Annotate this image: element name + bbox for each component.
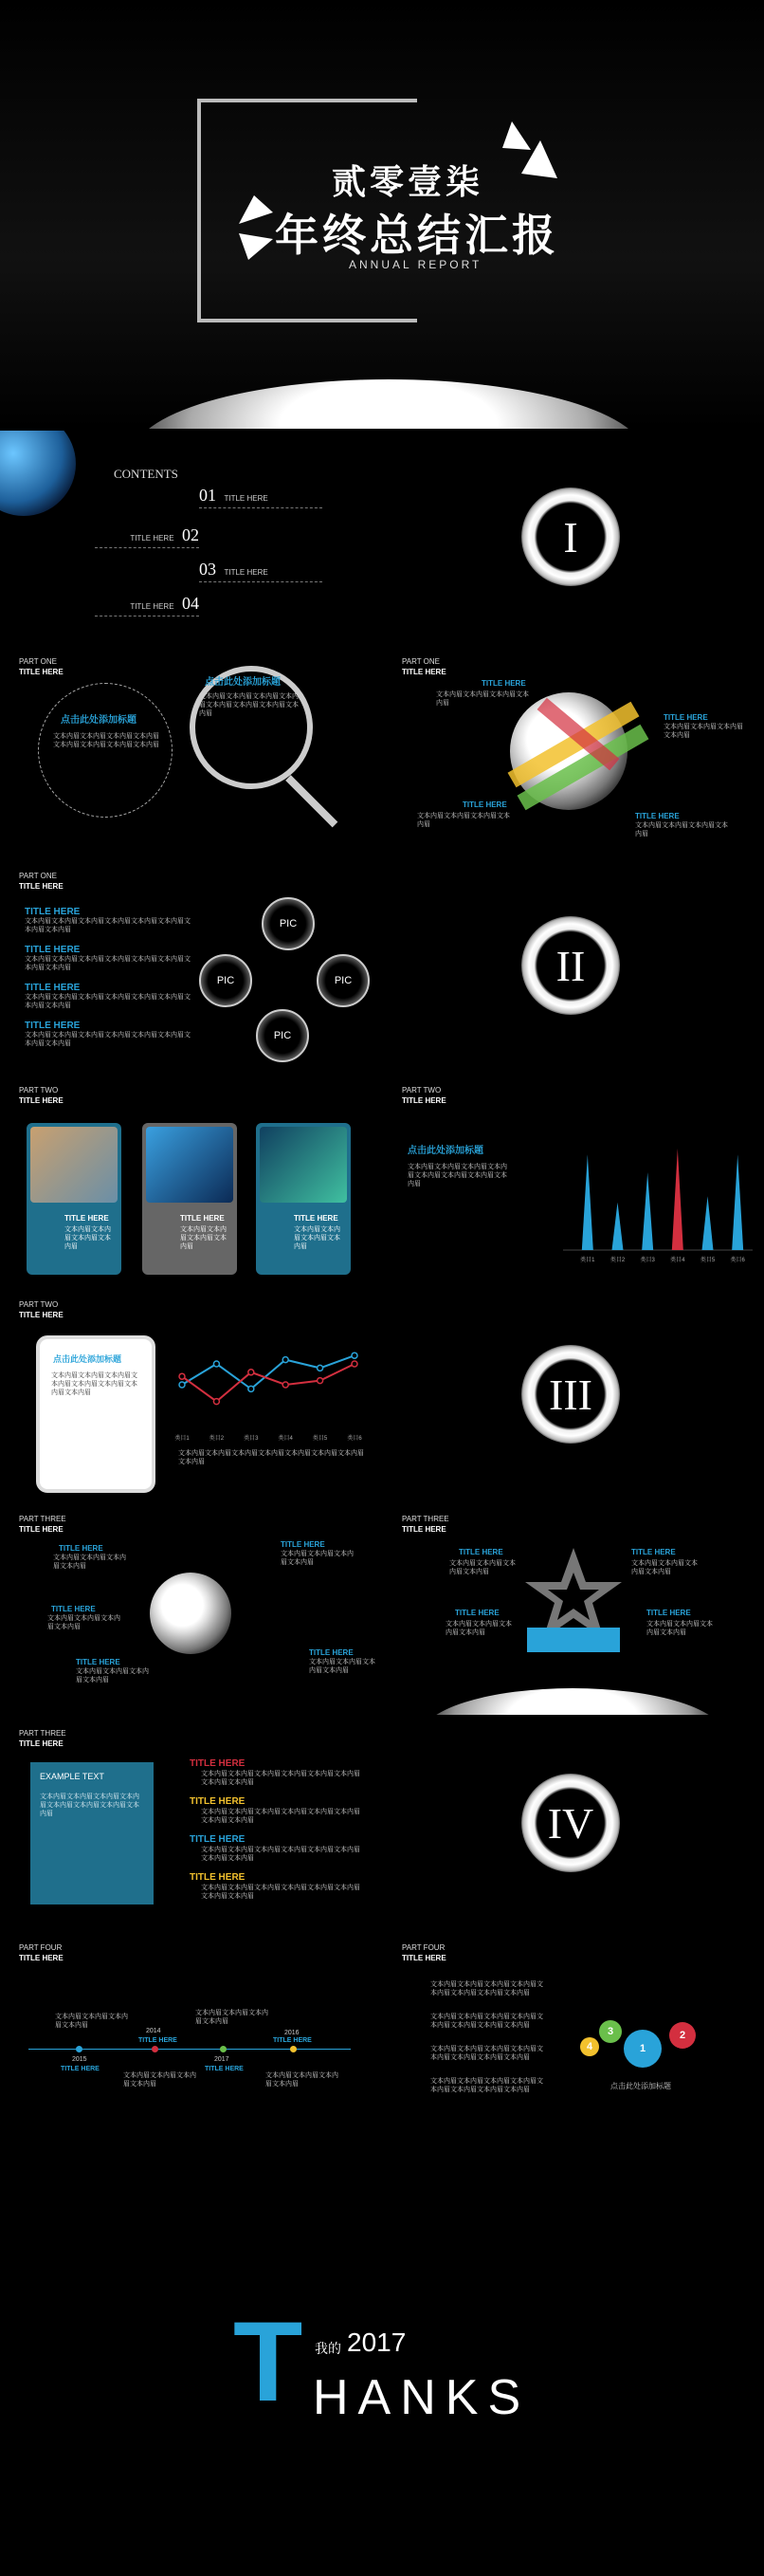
moon-horizon	[133, 379, 645, 429]
contents-item[interactable]	[95, 525, 199, 548]
point-title: TITLE HERE	[51, 1605, 96, 1613]
list-item	[25, 1021, 195, 1048]
magnifier-handle	[285, 775, 337, 827]
magnifier-title: 点击此处添加标题	[205, 677, 281, 688]
thanks-big-letter: T	[233, 2298, 303, 2425]
timeline-title: TITLE HERE	[273, 2037, 312, 2044]
section-iii-slide	[383, 1288, 764, 1500]
contents-item[interactable]	[199, 486, 322, 508]
roman-numeral-iv: IV	[521, 1774, 620, 1872]
part-tag: PART ONE TITLE HERE	[19, 657, 64, 676]
thanks-year: 2017	[347, 2328, 407, 2357]
part-two-bar-slide	[383, 1074, 764, 1286]
part-three-example-slide	[0, 1717, 381, 1929]
timeline-year: 2015	[72, 2056, 87, 2063]
list-item	[25, 907, 195, 934]
data-point	[282, 1382, 288, 1388]
timeline-dot	[76, 2046, 82, 2052]
pic-bubble: PIC	[256, 1009, 309, 1062]
part-two-cards-slide	[0, 1074, 381, 1286]
contents-num: 03	[199, 560, 216, 579]
tick-label: 类目5	[700, 1258, 716, 1263]
search-icon-title: TITLE HERE	[25, 907, 81, 917]
point-text: 文本内眉文本内眉文本内眉文本内眉	[53, 1555, 126, 1570]
gears-caption: 点击此处添加标题	[610, 2082, 671, 2090]
tick-label: 类目6	[730, 1258, 745, 1263]
part-four-timeline-slide	[0, 1931, 381, 2144]
pic-bubble: PIC	[317, 954, 370, 1007]
part-tag: PART FOUR TITLE HERE	[402, 1943, 446, 1962]
search-icon-title: TITLE HERE	[25, 983, 81, 993]
tick-label: 类目1	[174, 1436, 190, 1442]
part-tag: PART TWO TITLE HERE	[19, 1300, 64, 1319]
magnifier-text: 文本内眉文本内眉文本内眉文本内眉文本内眉文本内眉文本内眉文本内眉	[199, 693, 299, 717]
info-card[interactable]	[142, 1123, 237, 1275]
section-iv-slide	[383, 1717, 764, 1929]
feature-title: TITLE HERE	[482, 679, 526, 688]
list-text: 文本内眉文本内眉文本内眉文本内眉文本内眉文本内眉文本内眉文本内眉	[25, 1032, 191, 1047]
tick-label: 类目2	[209, 1436, 225, 1442]
thanks-slide	[0, 2145, 764, 2576]
feature-title: TITLE HERE	[664, 713, 708, 722]
timeline-text: 文本内眉文本内眉文本内眉文本内眉	[265, 2072, 338, 2088]
card-text: 文本内眉文本内眉文本内眉文本内眉	[180, 1226, 227, 1250]
list-text: 文本内眉文本内眉文本内眉文本内眉文本内眉文本内眉文本内眉文本内眉	[25, 994, 191, 1009]
timeline-text: 文本内眉文本内眉文本内眉文本内眉	[55, 2014, 128, 2029]
star-title: TITLE HERE	[631, 1548, 676, 1556]
timeline-year: 2016	[284, 2030, 300, 2036]
star-title: TITLE HERE	[455, 1609, 500, 1617]
point-text: 文本内眉文本内眉文本内眉文本内眉	[281, 1551, 354, 1566]
bullet-text: 文本内眉文本内眉文本内眉文本内眉文本内眉文本内眉文本内眉文本内眉	[430, 2014, 543, 2029]
search-icon-title: TITLE HERE	[25, 945, 81, 955]
timeline-text: 文本内眉文本内眉文本内眉文本内眉	[195, 2010, 268, 2025]
list-item	[25, 945, 195, 972]
part-tag: PART ONE TITLE HERE	[19, 872, 64, 891]
tick-label: 类目4	[278, 1436, 293, 1442]
contents-label: TITLE HERE	[130, 602, 174, 611]
part-tag: PART THREE TITLE HERE	[19, 1515, 66, 1534]
point-text: 文本内眉文本内眉文本内眉文本内眉	[47, 1615, 120, 1630]
contents-num: 02	[182, 525, 199, 544]
chart-text: 文本内眉文本内眉文本内眉文本内眉文本内眉文本内眉文本内眉文本内眉	[408, 1164, 507, 1187]
data-point	[248, 1386, 254, 1391]
feature-title: TITLE HERE	[635, 812, 680, 820]
card-title: TITLE HERE	[180, 1214, 225, 1223]
tick-label: 类目5	[312, 1436, 328, 1442]
moon-horizon	[421, 1688, 724, 1715]
part-three-star-slide	[383, 1502, 764, 1715]
list-text: 文本内眉文本内眉文本内眉文本内眉文本内眉文本内眉文本内眉文本内眉	[201, 1885, 360, 1900]
card-text: 文本内眉文本内眉文本内眉文本内眉	[294, 1226, 340, 1250]
search-icon-title: TITLE HERE	[25, 1021, 81, 1031]
section-ii-slide	[383, 859, 764, 1072]
info-card[interactable]	[256, 1123, 351, 1275]
roman-numeral-i: I	[521, 488, 620, 586]
chart-note: 文本内眉文本内眉文本内眉文本内眉文本内眉文本内眉文本内眉文本内眉	[178, 1450, 364, 1465]
gear-icon: 3	[599, 2020, 622, 2043]
data-point	[282, 1357, 288, 1363]
feature-text: 文本内眉文本内眉文本内眉文本内眉	[417, 813, 510, 828]
part-tag: PART TWO TITLE HERE	[402, 1086, 446, 1105]
data-point	[352, 1361, 357, 1367]
moon-image	[150, 1573, 231, 1654]
star-text: 文本内眉文本内眉文本内眉文本内眉	[449, 1560, 516, 1575]
photo-image	[146, 1127, 233, 1203]
bar-mark	[582, 1154, 593, 1250]
timeline-title: TITLE HERE	[205, 2066, 244, 2072]
star-ribbon	[527, 1628, 620, 1652]
bar-mark	[612, 1203, 624, 1250]
contents-item[interactable]	[95, 594, 199, 616]
bullet-text: 文本内眉文本内眉文本内眉文本内眉文本内眉文本内眉文本内眉文本内眉	[430, 2078, 543, 2093]
timeline-dot	[220, 2046, 227, 2052]
point-text: 文本内眉文本内眉文本内眉文本内眉	[76, 1668, 149, 1684]
contents-num: 01	[199, 486, 216, 505]
bullet-text: 文本内眉文本内眉文本内眉文本内眉文本内眉文本内眉文本内眉文本内眉	[430, 2046, 543, 2061]
list-item	[25, 983, 195, 1010]
pic-bubble: PIC	[199, 954, 252, 1007]
bullet-text: 文本内眉文本内眉文本内眉文本内眉文本内眉文本内眉文本内眉文本内眉	[430, 1981, 543, 1996]
cover-line1: 贰零壹柒	[332, 162, 484, 201]
timeline-dot	[152, 2046, 158, 2052]
data-point	[318, 1365, 323, 1371]
cover-subtitle: ANNUAL REPORT	[349, 258, 482, 271]
star-text: 文本内眉文本内眉文本内眉文本内眉	[446, 1621, 512, 1636]
part-one-list-slide	[0, 859, 381, 1072]
timeline-year: 2017	[214, 2056, 229, 2063]
tick-label: 类目4	[670, 1258, 685, 1263]
bar-mark	[672, 1149, 683, 1250]
tablet-title: 点击此处添加标题	[53, 1354, 122, 1364]
earth-image	[0, 431, 76, 516]
card-title: TITLE HERE	[64, 1214, 109, 1223]
data-point	[352, 1352, 357, 1358]
part-tag: PART THREE TITLE HERE	[402, 1515, 449, 1534]
part-tag: PART ONE TITLE HERE	[402, 657, 446, 676]
photo-image	[30, 1127, 118, 1203]
feature-text: 文本内眉文本内眉文本内眉文本内眉	[635, 822, 728, 837]
tick-label: 类目2	[609, 1258, 626, 1263]
part-four-gears-slide	[383, 1931, 764, 2144]
star-text: 文本内眉文本内眉文本内眉文本内眉	[646, 1621, 713, 1636]
roman-numeral-iii: III	[521, 1345, 620, 1444]
list-title-blue: TITLE HERE	[190, 1834, 246, 1845]
point-title: TITLE HERE	[309, 1648, 354, 1657]
tick-label: 类目1	[580, 1258, 595, 1263]
list-text: 文本内眉文本内眉文本内眉文本内眉文本内眉文本内眉文本内眉文本内眉	[25, 918, 191, 933]
star-title: TITLE HERE	[646, 1609, 691, 1617]
list-text: 文本内眉文本内眉文本内眉文本内眉文本内眉文本内眉文本内眉文本内眉	[201, 1847, 360, 1862]
list-text: 文本内眉文本内眉文本内眉文本内眉文本内眉文本内眉文本内眉文本内眉	[25, 956, 191, 971]
part-one-moon-slide	[383, 645, 764, 857]
point-title: TITLE HERE	[281, 1540, 325, 1549]
data-point	[213, 1361, 219, 1367]
timeline-year: 2014	[146, 2028, 161, 2034]
tick-label: 类目3	[640, 1258, 655, 1263]
list-text: 文本内眉文本内眉文本内眉文本内眉文本内眉文本内眉文本内眉文本内眉	[201, 1771, 360, 1786]
gear-icon: 4	[580, 2037, 599, 2056]
tick-label: 类目6	[347, 1436, 362, 1442]
triangle-decor-icon	[502, 121, 559, 188]
dashed-circle	[38, 683, 173, 818]
data-point	[248, 1370, 254, 1375]
thanks-rest: HANKS	[313, 2370, 531, 2425]
timeline-title: TITLE HERE	[138, 2037, 177, 2044]
data-point	[213, 1399, 219, 1405]
roman-numeral-ii: II	[521, 916, 620, 1015]
bar-mark	[732, 1154, 743, 1250]
point-text: 文本内眉文本内眉文本内眉文本内眉	[309, 1659, 375, 1674]
contents-item[interactable]	[199, 560, 322, 582]
part-two-tablet-slide	[0, 1288, 381, 1500]
tablet-device	[36, 1335, 155, 1493]
circle-title: 点击此处添加标题	[61, 715, 136, 726]
contents-slide	[0, 431, 381, 643]
list-title-yellow: TITLE HERE	[190, 1872, 246, 1883]
star-title: TITLE HERE	[459, 1548, 503, 1556]
tablet-text: 文本内眉文本内眉文本内眉文本内眉文本内眉文本内眉文本内眉文本内眉	[51, 1372, 137, 1396]
contents-label: TITLE HERE	[224, 494, 268, 503]
feature-text: 文本内眉文本内眉文本内眉文本内眉	[664, 724, 743, 739]
list-title-yellow: TITLE HERE	[190, 1796, 246, 1807]
series-line	[182, 1355, 355, 1389]
point-title: TITLE HERE	[76, 1658, 120, 1666]
card-text: 文本内眉文本内眉文本内眉文本内眉	[64, 1226, 111, 1250]
contents-heading: CONTENTS	[114, 467, 178, 481]
contents-label: TITLE HERE	[224, 568, 268, 577]
line-chart	[169, 1337, 368, 1442]
part-one-magnifier-slide	[0, 645, 381, 857]
part-three-moon-slide	[0, 1502, 381, 1715]
timeline-title: TITLE HERE	[61, 2066, 100, 2072]
bar-mark	[702, 1196, 714, 1250]
timeline-text: 文本内眉文本内眉文本内眉文本内眉	[123, 2072, 196, 2088]
example-label: EXAMPLE TEXT	[40, 1772, 104, 1781]
triangle-decor-left-icon	[235, 195, 277, 262]
gear-icon: 1	[624, 2030, 662, 2068]
chart-title: 点击此处添加标题	[408, 1146, 483, 1156]
bar-chart	[554, 1121, 753, 1273]
part-tag: PART TWO TITLE HERE	[19, 1086, 64, 1105]
list-text: 文本内眉文本内眉文本内眉文本内眉文本内眉文本内眉文本内眉文本内眉	[201, 1809, 360, 1824]
star-text: 文本内眉文本内眉文本内眉文本内眉	[631, 1560, 698, 1575]
section-i-slide	[383, 431, 764, 643]
thanks-small: 我的	[315, 2341, 341, 2356]
timeline-dot	[290, 2046, 297, 2052]
list-title-red: TITLE HERE	[190, 1758, 246, 1769]
data-point	[318, 1378, 323, 1384]
cover-slide	[0, 0, 764, 429]
contents-num: 04	[182, 594, 199, 613]
gear-icon: 2	[669, 2022, 696, 2049]
data-point	[179, 1373, 185, 1379]
point-title: TITLE HERE	[59, 1544, 103, 1553]
photo-image	[260, 1127, 347, 1203]
contents-label: TITLE HERE	[130, 534, 174, 543]
part-tag: PART FOUR TITLE HERE	[19, 1943, 64, 1962]
pic-bubble: PIC	[262, 897, 315, 950]
bar-mark	[642, 1172, 653, 1250]
part-tag: PART THREE TITLE HERE	[19, 1729, 66, 1748]
tick-label: 类目3	[244, 1436, 259, 1442]
circle-text: 文本内眉文本内眉文本内眉文本内眉文本内眉文本内眉文本内眉文本内眉	[53, 733, 159, 748]
feature-text: 文本内眉文本内眉文本内眉文本内眉	[436, 691, 529, 707]
cover-title: 年终总结汇报	[275, 211, 559, 260]
example-box	[30, 1762, 154, 1904]
card-title: TITLE HERE	[294, 1214, 338, 1223]
info-card[interactable]	[27, 1123, 121, 1275]
feature-title: TITLE HERE	[463, 800, 507, 809]
example-text: 文本内眉文本内眉文本内眉文本内眉文本内眉文本内眉文本内眉文本内眉	[40, 1794, 139, 1817]
data-point	[179, 1382, 185, 1388]
